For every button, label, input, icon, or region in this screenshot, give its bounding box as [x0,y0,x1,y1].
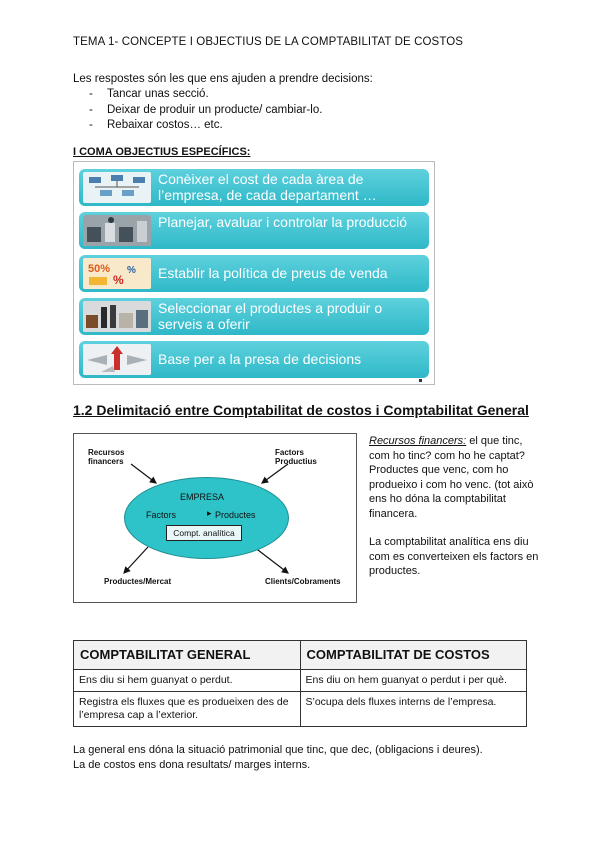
conclusion-line: La general ens dóna la situació patrimonial que tinc, que dec, (obligacions i deures). [73,744,483,756]
objective-text: Planejar, avaluar i controlar la producció [158,214,408,230]
factory-icon [83,215,151,246]
side-paragraph-text: el que tinc, com ho tinc? com ho he captat? Productes que venc, com ho produeixo i com ho venc. (tot això ens ho dóna la comptabilitat financera. [369,435,534,520]
products-icon [83,301,151,332]
label-factors-productius: Factors Productius [275,448,317,466]
label-clients-cobraments: Clients/Cobraments [265,577,341,586]
side-paragraph-analitica: La comptabilitat analítica ens diu com es converteixen els factors en productes. [369,536,539,577]
label-empresa: EMPRESA [180,492,225,502]
objective-text: Base per a la presa de decisions [158,351,362,367]
table-cell: Registra els fluxes que es produeixen des de l’empresa cap a l’exterior. [74,692,301,727]
intro-text: Les respostes són les que ens ajuden a prendre decisions: [73,73,373,85]
arrow-right-icon: ▸ [207,508,212,518]
conclusion-line: La de costos ens dona resultats/ marges interns. [73,759,311,771]
objective-row [79,255,429,292]
page-title: TEMA 1- CONCEPTE I OBJECTIUS DE LA COMPTABILITAT DE COSTOS [73,36,464,48]
column-header: COMPTABILITAT GENERAL [74,641,301,670]
column-header: COMPTABILITAT DE COSTOS [300,641,527,670]
table-row [74,670,527,692]
objective-row [79,169,429,206]
objective-text: Conèixer el cost de cada àrea de l’empresa, de cada departament … [158,171,377,203]
label-productes-mercat: Productes/Mercat [104,577,172,586]
table-cell: Ens diu on hem guanyat o perdut i per què. [300,670,527,692]
table-cell: Ens diu si hem guanyat o perdut. [74,670,301,692]
objective-row [79,341,429,378]
table-row [74,692,527,727]
svg-text:%: % [113,273,124,287]
decision-list [89,87,322,134]
corner-mark [419,379,422,382]
objectives-panel [73,161,435,385]
section-heading: 1.2 Delimitació entre Comptabilitat de costos i Comptabilitat General [73,402,529,418]
flow-diagram [73,433,357,603]
term-recursos-financers: Recursos financers: [369,435,467,447]
label-productes: Productes [215,510,256,520]
objectives-heading: I COMA OBJECTIUS ESPECÍFICS: [73,146,251,158]
label-factors: Factors [146,510,177,520]
objective-text: Seleccionar el productes a produir o serveis a oferir [158,300,383,332]
decision-arrows-icon [83,344,151,375]
org-chart-icon [83,172,151,203]
label-recursos-financers: Recursos financers [88,448,125,466]
svg-text:50%: 50% [88,263,111,275]
compt-analitica-box: Compt. analítica [166,525,242,541]
list-item: - Deixar de produir un producte/ cambiar-lo. [89,103,322,119]
list-item: - Tancar unas secció. [89,87,322,103]
table-cell: S’ocupa dels fluxes interns de l’empresa. [300,692,527,727]
empresa-ellipse [124,477,289,559]
price-tags-icon [83,258,151,289]
objective-row [79,298,429,335]
objective-text: Establir la política de preus de venda [158,265,388,281]
table-header-row [74,641,527,670]
comparison-table [73,640,527,727]
conclusion [73,743,483,773]
svg-text:%: % [127,265,136,276]
objective-row [79,212,429,249]
side-paragraph [369,434,539,521]
list-item: - Rebaixar costos… etc. [89,118,322,134]
